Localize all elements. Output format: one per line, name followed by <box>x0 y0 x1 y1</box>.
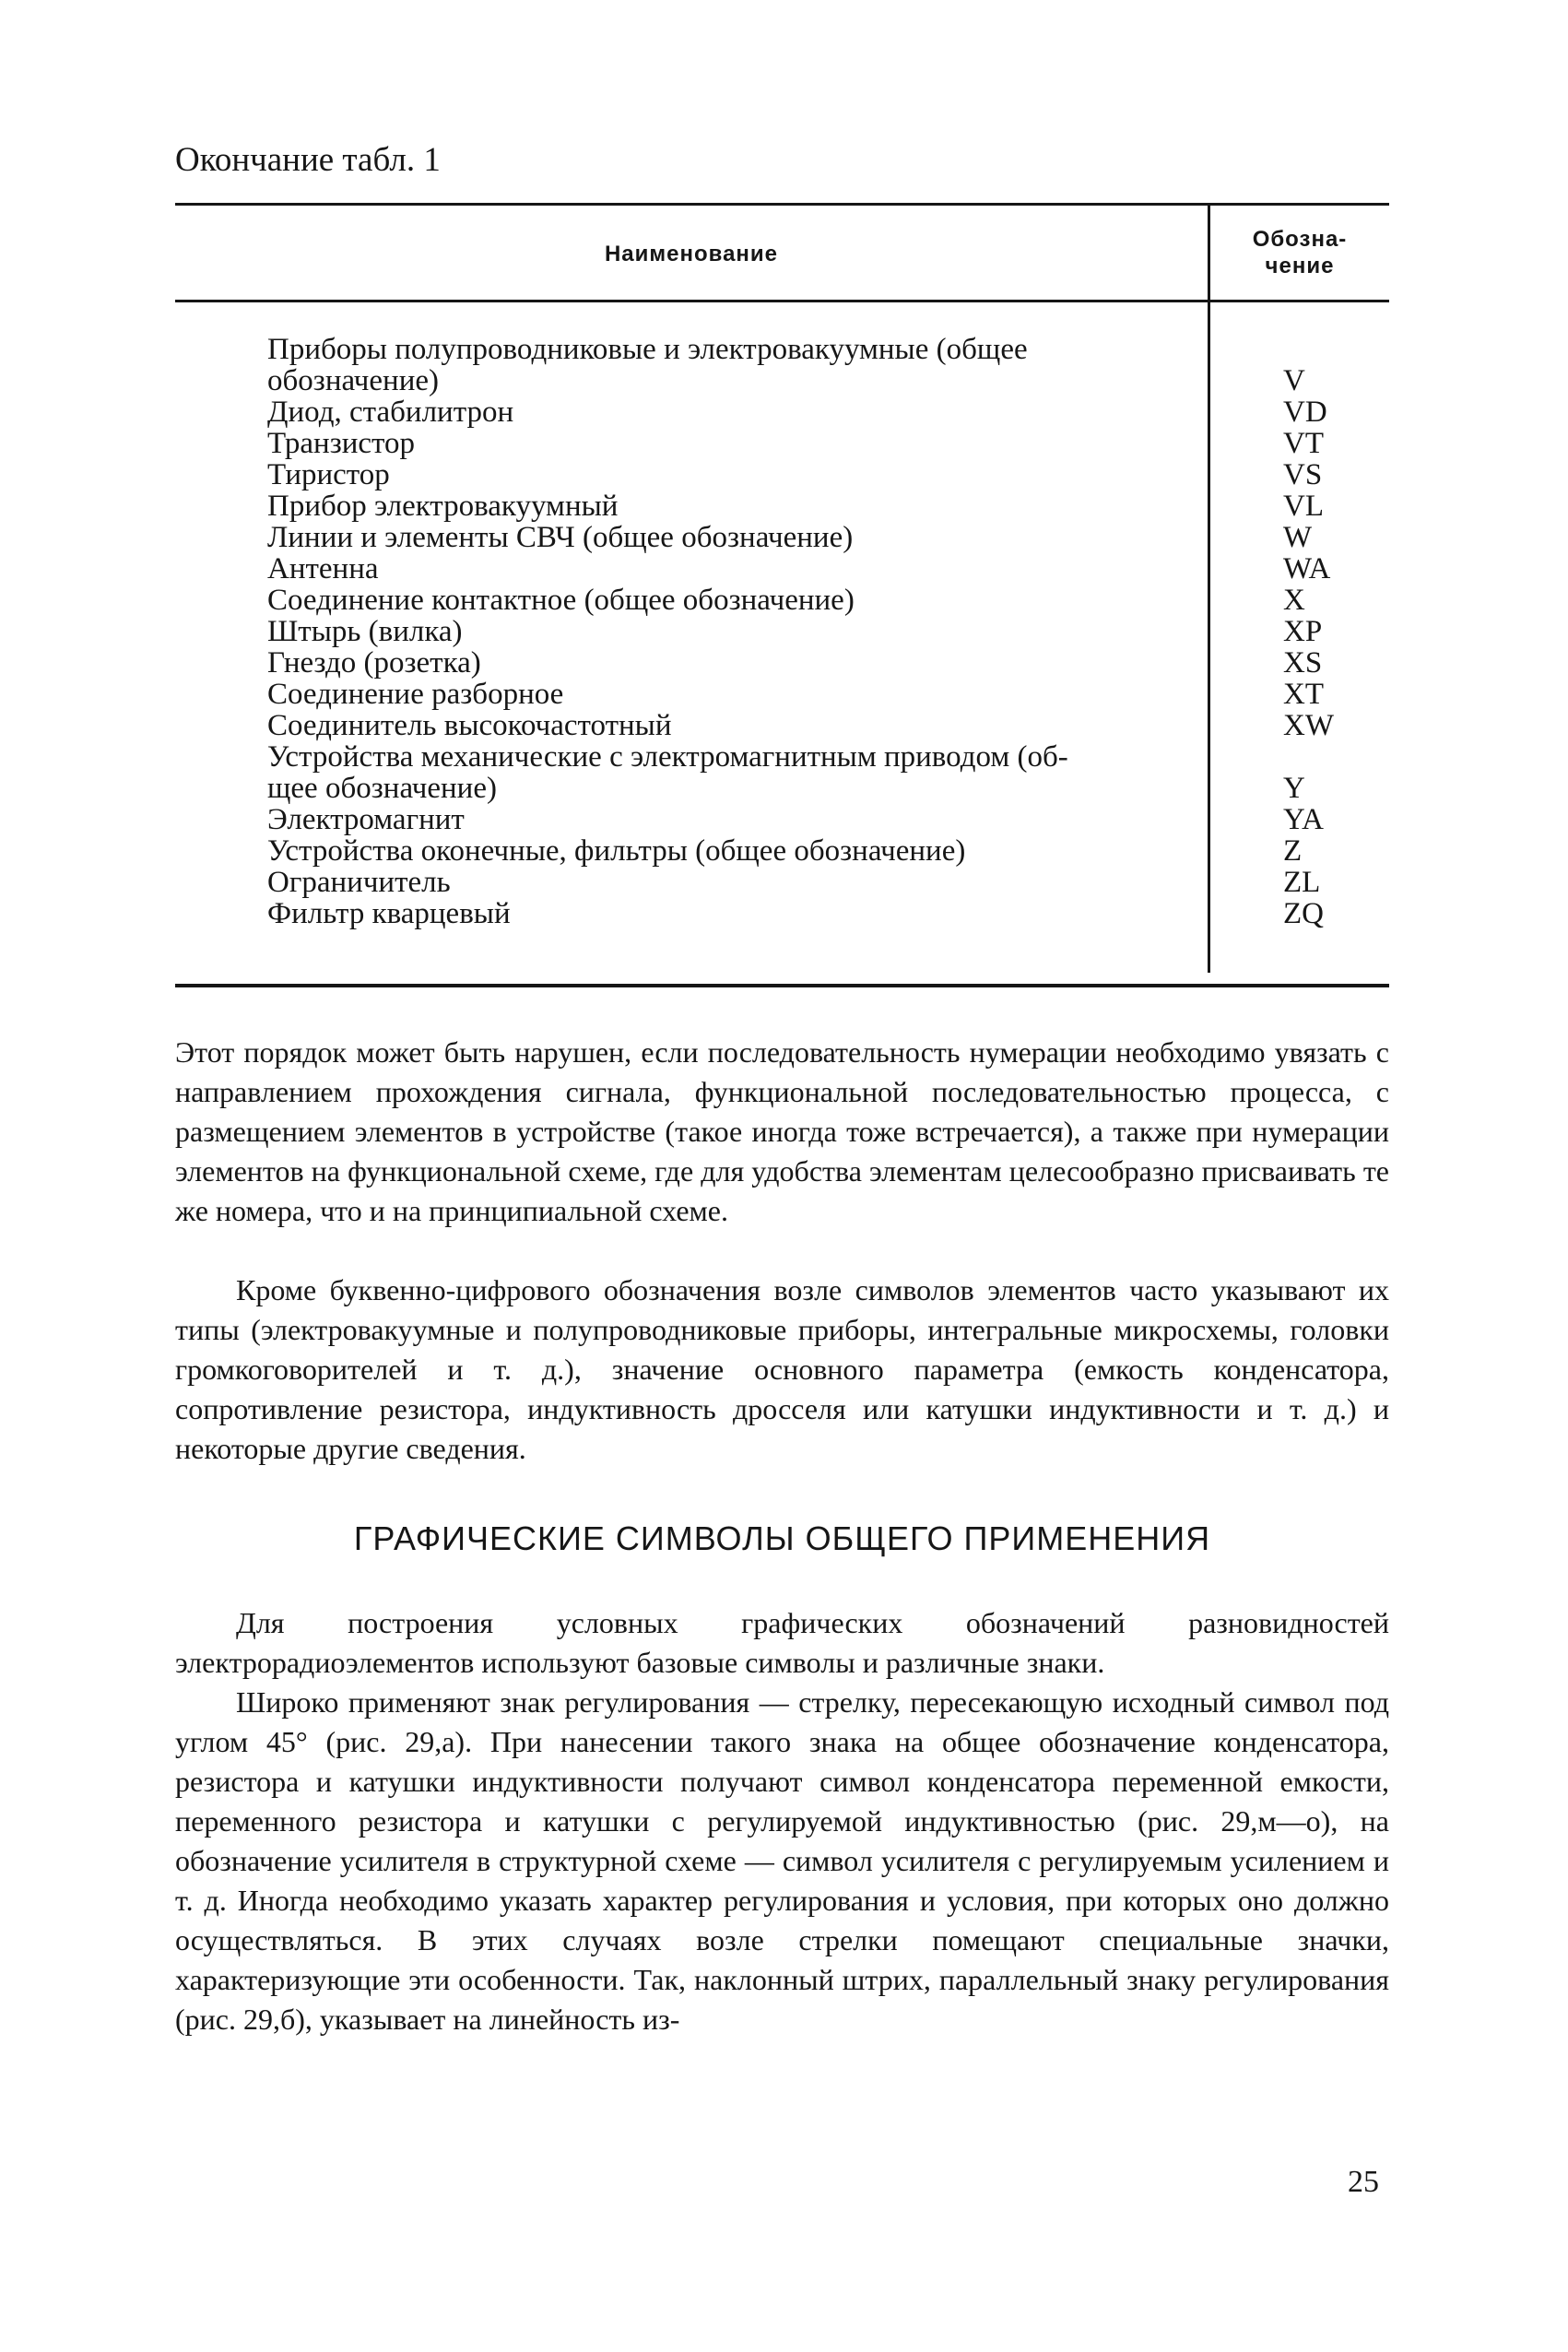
table-code: VT <box>1283 427 1324 460</box>
table-code: Z <box>1283 834 1303 868</box>
table-name-line: Соединение контактное (общее обозначение) <box>267 584 855 617</box>
table-name-line: Диод, стабилитрон <box>267 396 514 429</box>
page-number: 25 <box>1348 2165 1379 2199</box>
table-code: Y <box>1283 772 1305 805</box>
table-column-divider <box>1208 205 1210 973</box>
table-name-line: Ограничитель <box>267 866 451 899</box>
table-code: VS <box>1283 458 1323 491</box>
table-header-name: Наименование <box>604 242 779 266</box>
table-name-line: Антенна <box>267 552 379 585</box>
table-caption: Окончание табл. 1 <box>175 141 441 179</box>
table-name-line: Фильтр кварцевый <box>267 897 511 930</box>
table-name-line: Устройства механические с электромагнитным приводом (об- <box>267 740 1068 774</box>
table-name-line: Штырь (вилка) <box>267 615 463 648</box>
table-code: VD <box>1283 396 1327 429</box>
table-name-line: обозначение) <box>267 364 440 397</box>
body-paragraph: Кроме буквенно-цифрового обозначения возле символов элементов часто указывают их типы (электровакуумные и полупроводниковые приборы, интегральные микросхемы, головки громкоговорителей и т. д.), значение основного параметра (емкость конденсатора, сопротивление резистора, индуктивность дросселя или катушки индуктивности и т. д.) и некоторые другие сведения. <box>175 1273 1389 1465</box>
table-code: W <box>1283 521 1313 554</box>
table-header-code-line2: чение <box>1265 254 1335 278</box>
table-name-line: Транзистор <box>267 427 416 460</box>
table-name-line: Электромагнит <box>267 803 465 836</box>
table-code: ZQ <box>1283 897 1324 930</box>
table-code: XW <box>1283 709 1334 742</box>
body-paragraph: Для построения условных графических обозначений разновидностей электрорадиоэлементов используют базовые символы и различные знаки. <box>175 1606 1389 1679</box>
table-name-line: Соединение разборное <box>267 678 564 711</box>
body-paragraph: Широко применяют знак регулирования — стрелку, пересекающую исходный символ под углом 45° (рис. 29,а). При нанесении такого знака на общее обозначение конденсатора, резистора и катушки индуктивности получают символ конденсатора переменной емкости, переменного резистора и катушки с регулируемой индуктивностью (рис. 29,м—о), на обозначение усилителя в структурной схеме — символ усилителя с регулируемым усилением и т. д. Иногда необходимо указать характер регулирования и условия, при которых оно должно осуществляться. В этих случаях возле стрелки помещают специальные значки, характеризующие эти особенности. Так, наклонный штрих, параллельный знаку регулирования (рис. 29,б), указывает на линейность из- <box>175 1685 1389 2036</box>
table-header-code <box>1210 226 1389 279</box>
table-code: YA <box>1283 803 1325 836</box>
table-name-line: Прибор электровакуумный <box>267 490 619 523</box>
table-code: XT <box>1283 678 1324 711</box>
body-paragraph: Этот порядок может быть нарушен, если последовательность нумерации необходимо увязать с направлением прохождения сигнала, функциональной последовательностью процесса, с размещением элементов в устройстве (такое иногда тоже встречается), а также при нумерации элементов на функциональной схеме, где для удобства элементам целесообразно присваивать те же номера, что и на принципиальной схеме. <box>175 1035 1389 1227</box>
table-code: WA <box>1283 552 1331 585</box>
section-heading: ГРАФИЧЕСКИЕ СИМВОЛЫ ОБЩЕГО ПРИМЕНЕНИЯ <box>353 1519 1211 1557</box>
table-name-line: Линии и элементы СВЧ (общее обозначение) <box>267 521 854 554</box>
table-code: XS <box>1283 646 1323 680</box>
table-name-line: Соединитель высокочастотный <box>267 709 672 742</box>
table-code: X <box>1283 584 1305 617</box>
table-code: XP <box>1283 615 1323 648</box>
table-name-line: Гнездо (розетка) <box>267 646 481 680</box>
table-name-line: Устройства оконечные, фильтры (общее обозначение) <box>267 834 966 868</box>
table-name-line: щее обозначение) <box>267 772 497 805</box>
table-code: ZL <box>1283 866 1321 899</box>
table-code: VL <box>1283 490 1324 523</box>
table-names-column <box>267 334 1200 929</box>
table-bottom-rule <box>175 984 1389 987</box>
table-codes-column <box>1215 365 1390 929</box>
table-code: V <box>1283 364 1305 397</box>
table-code-spacer <box>1283 741 1390 773</box>
table-header-code-line1: Обозна- <box>1252 227 1348 252</box>
table-name-line: Приборы полупроводниковые и электровакуумные (общее <box>267 333 1028 366</box>
table-name-line: Тиристор <box>267 458 390 491</box>
